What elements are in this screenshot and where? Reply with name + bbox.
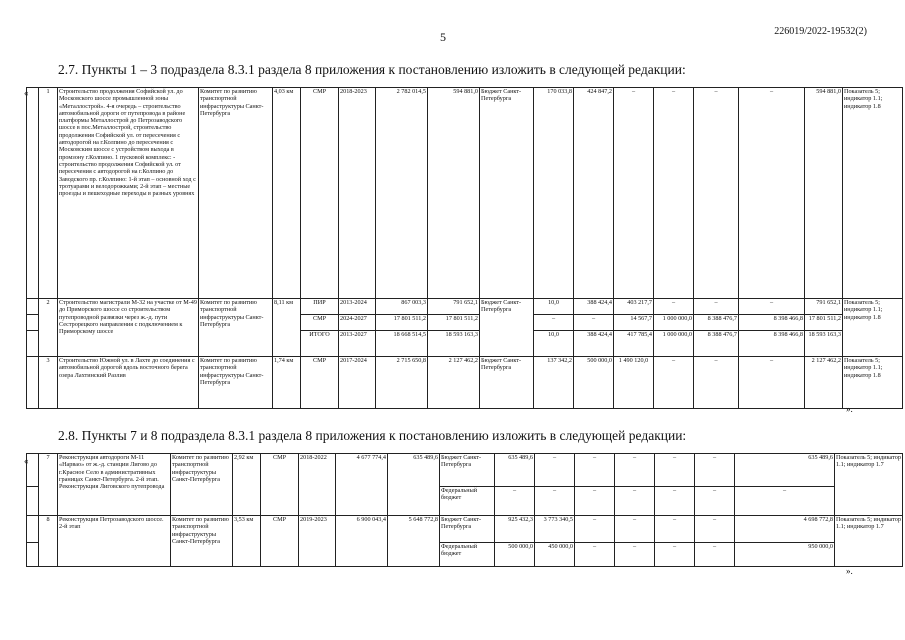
indicator: Показатель 5; индикатор 1.1; индикатор 1.8 — [843, 88, 903, 299]
section-heading-2-8: 2.8. Пункты 7 и 8 подраздела 8.3.1 раздела 8 приложения к постановлению изложить в следующей редакции: — [58, 428, 687, 443]
period: 2017-2024 — [339, 357, 376, 409]
document-number: 226019/2022-19532(2) — [774, 26, 867, 37]
year-5: – — [655, 487, 695, 516]
year-1: 925 432,3 — [495, 516, 535, 543]
year-4: – — [654, 299, 694, 315]
year-1: – — [495, 487, 535, 516]
year-2: 3 773 340,5 — [535, 516, 575, 543]
year-6: – — [739, 357, 805, 409]
customer: Комитет по развитию транспортной инфраструктуры Санкт-Петербурга — [171, 516, 233, 567]
row-number: 8 — [39, 516, 58, 567]
year-5: – — [694, 88, 739, 299]
year-4: 1 000 000,0 — [654, 331, 694, 357]
object-name: Строительство магистрали М-32 на участке от М-49 до Приморского шоссе со строительством путепроводной развязки через ж.-д. пути Сестрорецкого направления с подключением к Приморскому шоссе — [58, 299, 199, 357]
customer: Комитет по развитию транспортной инфраструктуры Санкт-Петербурга — [199, 88, 273, 299]
work-kind: СМР — [261, 454, 299, 516]
period: 2013-2024 — [339, 299, 376, 315]
year-3: 1 490 120,0 — [614, 357, 654, 409]
funding-source: Бюджет Санкт-Петербурга — [480, 299, 534, 357]
section-heading-2-7: 2.7. Пункты 1 – 3 подраздела 8.3.1 раздела 8 приложения к постановлению изложить в следующей редакции: — [58, 62, 686, 77]
year-3: – — [575, 543, 615, 567]
year-2: 450 000,0 — [535, 543, 575, 567]
period: 2019-2023 — [299, 516, 336, 567]
customer: Комитет по развитию транспортной инфраструктуры Санкт-Петербурга — [199, 357, 273, 409]
total: 17 801 511,2 — [805, 315, 843, 331]
work-kind: СМР — [261, 516, 299, 567]
table-row — [27, 454, 903, 487]
year-3: – — [575, 454, 615, 487]
year-6: 8 398 466,8 — [739, 331, 805, 357]
year-2: – — [535, 454, 575, 487]
year-4: – — [654, 88, 694, 299]
row-number: 1 — [39, 88, 58, 299]
year-5: – — [655, 454, 695, 487]
year-2: 388 424,4 — [574, 299, 614, 315]
year-1: 10,0 — [534, 331, 574, 357]
table-row — [27, 357, 903, 409]
estimated-cost: 17 801 511,2 — [376, 315, 428, 331]
estimated-cost: 2 782 014,5 — [376, 88, 428, 299]
close-quote: ». — [846, 404, 853, 414]
indicator: Показатель 5; индикатор 1.1; индикатор 1.7 — [835, 516, 903, 567]
year-1: – — [534, 315, 574, 331]
table-row — [27, 299, 903, 315]
customer: Комитет по развитию транспортной инфраструктуры Санкт-Петербурга — [199, 299, 273, 357]
object-name: Строительство продолжения Софийской ул. до Московского шоссе промышленной зоны «Металлострой». 4-я очередь – строительство автомобильной дороги от путепровода в районе платформы Металлострой до Петрозаводского шоссе в пос.Металлострой, строительство продолжения Софийской ул. от пересечения с автодорогой на г.Колпино до пересечения с Московским шоссе с устройством выхода в промзону г.Колпино. 1 пусковой комплекс: - строительство продолжения Софийской ул. от пересечения с автодорогой на г.Колпино до Заводского пр. г.Колпино: 1-й этап – основной ход с тротуарами и велодорожками; 2-й этап – местные проезды и пешеходные переходы в разных уровнях — [58, 88, 199, 299]
year-6: – — [695, 454, 735, 487]
table-2-7 — [26, 87, 903, 409]
work-kind: СМР — [301, 315, 339, 331]
total: 635 489,6 — [735, 454, 835, 487]
limit: 5 648 772,8 — [388, 516, 440, 567]
object-name: Строительство Южной ул. в Лахте до соединения с автомобильной дорогой вдоль восточного берега озера Лахтинский Разлив — [58, 357, 199, 409]
work-kind: СМР — [301, 357, 339, 409]
table-2-8 — [26, 453, 903, 567]
year-4: – — [615, 487, 655, 516]
year-3: 403 217,7 — [614, 299, 654, 315]
year-5: – — [655, 516, 695, 543]
year-3: – — [614, 88, 654, 299]
limit: 2 127 462,2 — [428, 357, 480, 409]
total: – — [735, 487, 835, 516]
length: 2,92 км — [233, 454, 261, 516]
year-1: 500 000,0 — [495, 543, 535, 567]
funding-source: Федеральный бюджет — [440, 543, 495, 567]
year-3: 14 567,7 — [614, 315, 654, 331]
object-name: Реконструкция Петрозаводского шоссе. 2-й этап — [58, 516, 171, 567]
year-1: 10,0 — [534, 299, 574, 315]
year-5: 8 388 476,7 — [694, 315, 739, 331]
estimated-cost: 6 900 043,4 — [336, 516, 388, 567]
year-5: – — [694, 357, 739, 409]
year-4: – — [615, 543, 655, 567]
total: 2 127 462,2 — [805, 357, 843, 409]
limit: 635 489,6 — [388, 454, 440, 516]
year-5: – — [694, 299, 739, 315]
year-4: – — [615, 516, 655, 543]
estimated-cost: 867 003,3 — [376, 299, 428, 315]
object-name: Реконструкция автодороги М-11 «Нарвао» от ж.-д. станции Лигово до г.Красное Село в административных границах Санкт-Петербурга. 2-й этап. Реконструкция Лиговского путепровода — [58, 454, 171, 516]
year-6: – — [695, 487, 735, 516]
limit: 17 801 511,2 — [428, 315, 480, 331]
open-quote: « — [24, 456, 29, 466]
funding-source: Бюджет Санкт-Петербурга — [480, 88, 534, 299]
table-row — [27, 516, 903, 543]
work-kind: СМР — [301, 88, 339, 299]
work-kind: ИТОГО — [301, 331, 339, 357]
year-6: – — [695, 543, 735, 567]
funding-source: Бюджет Санкт-Петербурга — [480, 357, 534, 409]
year-1: 137 342,2 — [534, 357, 574, 409]
year-3: 417 785,4 — [614, 331, 654, 357]
year-6: 8 398 466,8 — [739, 315, 805, 331]
year-1: 170 033,8 — [534, 88, 574, 299]
table-row — [27, 88, 903, 299]
period: 2024-2027 — [339, 315, 376, 331]
year-4: – — [654, 357, 694, 409]
length: 3,53 км — [233, 516, 261, 567]
indicator: Показатель 5; индикатор 1.1; индикатор 1.7 — [835, 454, 903, 516]
limit: 594 881,0 — [428, 88, 480, 299]
year-2: 424 847,2 — [574, 88, 614, 299]
period: 2018-2023 — [339, 88, 376, 299]
total: 950 000,0 — [735, 543, 835, 567]
year-2: – — [535, 487, 575, 516]
limit: 791 652,1 — [428, 299, 480, 315]
funding-source: Бюджет Санкт-Петербурга — [440, 516, 495, 543]
row-number: 7 — [39, 454, 58, 516]
year-2: – — [574, 315, 614, 331]
limit: 18 593 163,3 — [428, 331, 480, 357]
estimated-cost: 18 668 514,5 — [376, 331, 428, 357]
year-2: 500 000,0 — [574, 357, 614, 409]
funding-source: Федеральный бюджет — [440, 487, 495, 516]
page-number: 5 — [440, 30, 446, 44]
year-3: – — [575, 516, 615, 543]
total: 791 652,1 — [805, 299, 843, 315]
total: 18 593 163,3 — [805, 331, 843, 357]
open-quote: « — [24, 88, 29, 98]
row-number: 2 — [39, 299, 58, 357]
total: 4 698 772,8 — [735, 516, 835, 543]
year-4: – — [615, 454, 655, 487]
period: 2013-2027 — [339, 331, 376, 357]
year-2: 388 424,4 — [574, 331, 614, 357]
year-5: – — [655, 543, 695, 567]
length: 8,11 км — [273, 299, 301, 357]
period: 2018-2022 — [299, 454, 336, 516]
year-3: – — [575, 487, 615, 516]
total: 594 881,0 — [805, 88, 843, 299]
indicator: Показатель 5; индикатор 1.1; индикатор 1.8 — [843, 357, 903, 409]
length: 4,03 км — [273, 88, 301, 299]
close-quote: ». — [846, 566, 853, 576]
length: 1,74 км — [273, 357, 301, 409]
indicator: Показатель 5; индикатор 1.1; индикатор 1.8 — [843, 299, 903, 357]
funding-source: Бюджет Санкт-Петербурга — [440, 454, 495, 487]
work-kind: ПИР — [301, 299, 339, 315]
year-6: – — [739, 88, 805, 299]
year-6: – — [695, 516, 735, 543]
customer: Комитет по развитию транспортной инфраструктуры Санкт-Петербурга — [171, 454, 233, 516]
year-5: 8 388 476,7 — [694, 331, 739, 357]
year-1: 635 489,6 — [495, 454, 535, 487]
estimated-cost: 2 715 650,8 — [376, 357, 428, 409]
row-number: 3 — [39, 357, 58, 409]
year-4: 1 000 000,0 — [654, 315, 694, 331]
year-6: – — [739, 299, 805, 315]
estimated-cost: 4 677 774,4 — [336, 454, 388, 516]
